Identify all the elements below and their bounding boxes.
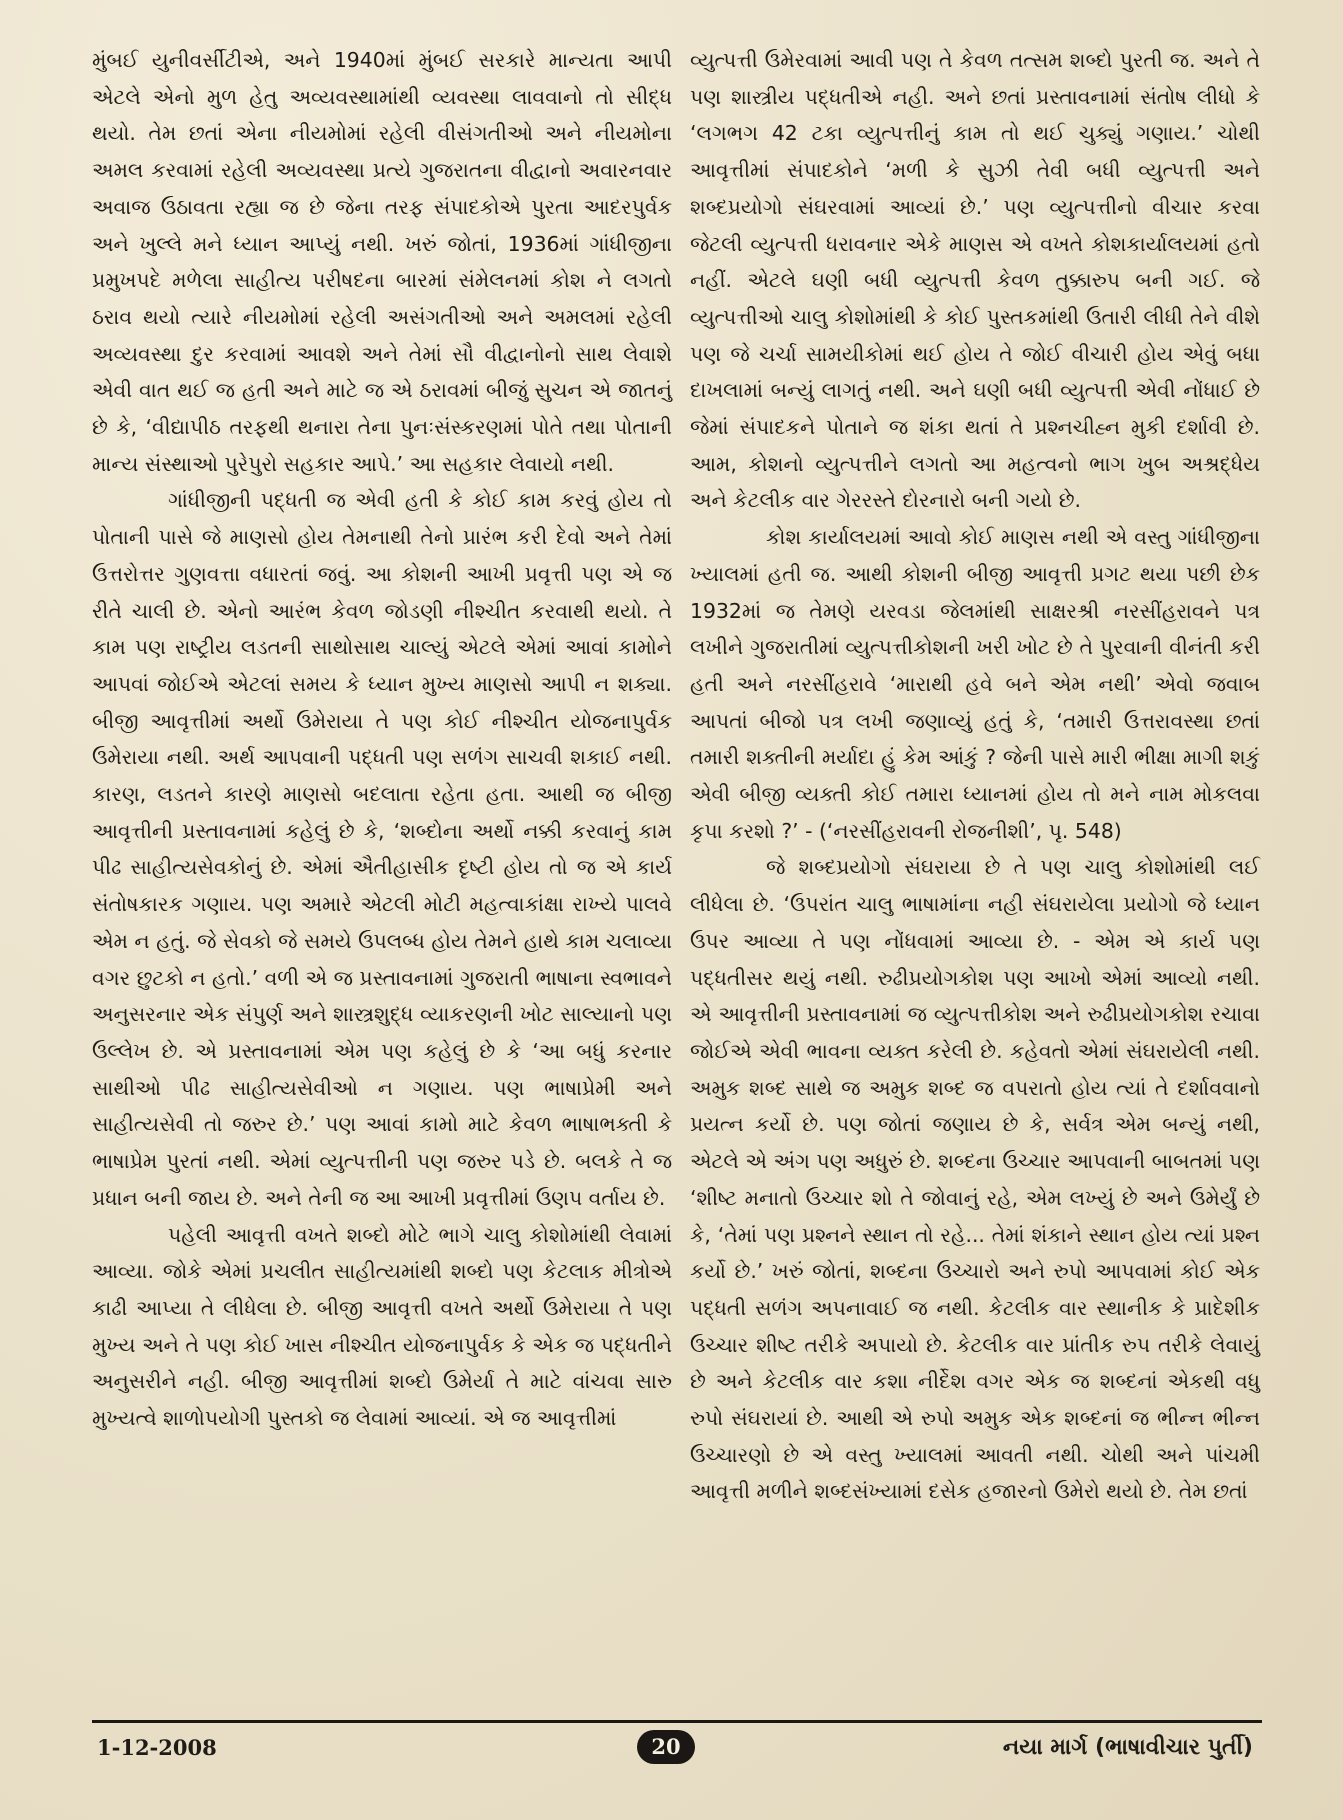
- paragraph: પહેલી આવૃત્તી વખતે શબ્દો મોટે ભાગે ચાલુ કોશોમાંથી લેવામાં આવ્યા. જોકે એમાં પ્રચલીત સાહીત્યમાંથી શબ્દો પણ કેટલાક મીત્રોએ કાઢી આપ્યા તે લીધેલા છે. બીજી આવૃત્તી વખતે અર્થો ઉમેરાયા તે પણ મુખ્ય અને તે પણ કોઈ ખાસ નીશ્ચીત યોજનાપુર્વક કે એક જ પદ્ધતીને અનુસરીને નહી. બીજી આવૃત્તીમાં શબ્દો ઉમેર્યા તે માટે વાંચવા સારુ મુખ્યત્વે શાળોપયોગી પુસ્તકો જ લેવામાં આવ્યાં. એ જ આવૃત્તીમાં: [92, 1222, 672, 1431]
- publication-title: નયા માર્ગ (ભાષાવીચાર પુર્તી): [1002, 1735, 1253, 1760]
- paragraph: મુંબઈ યુનીવર્સીટીએ, અને 1940માં મુંબઈ સરકારે માન્યતા આપી એટલે એનો મુળ હેતુ અવ્યવસ્થામાંથી વ્યવસ્થા લાવવાનો તો સીદ્ધ થયો. તેમ છતાં એના નીયમોમાં રહેલી વીસંગતીઓ અને નીયમોના અમલ કરવામાં રહેલી અવ્યવસ્થા પ્રત્યે ગુજરાતના વીદ્વાનો અવારનવાર અવાજ ઉઠાવતા રહ્યા જ છે જેના તરફ સંપાદકોએ પુરતા આદરપુર્વક અને ખુલ્લે મને ધ્યાન આપ્યું નથી. ખરું જોતાં, 1936માં ગાંધીજીના પ્રમુખપદે મળેલા સાહીત્ય પરીષદના બારમાં સંમેલનમાં કોશ ને લગતો ઠરાવ થયો ત્યારે નીયમોમાં રહેલી અસંગતીઓ અને અમલમાં રહેલી અવ્યવસ્થા દુર કરવામાં આવશે અને તેમાં સૌ વીદ્વાનોનો સાથ લેવાશે એવી વાત થઈ જ હતી અને માટે જ એ ઠરાવમાં બીજું સુચન એ જાતનું છે કે, ‘વીદ્યાપીઠ તરફથી થનારા તેના પુનઃસંસ્કરણમાં પોતે તથા પોતાની માન્ય સંસ્થાઓ પુરેપુરો સહકાર આપે.’ આ સહકાર લેવાયો નથી.: [92, 48, 672, 476]
- paragraph: વ્યુત્પત્તી ઉમેરવામાં આવી પણ તે કેવળ તત્સમ શબ્દો પુરતી જ. અને તે પણ શાસ્ત્રીય પદ્ધતીએ નહી. અને છતાં પ્રસ્તાવનામાં સંતોષ લીધો કે ‘લગભગ 42 ટકા વ્યુત્પત્તીનું કામ તો થઈ ચુક્યું ગણાય.’ ચોથી આવૃત્તીમાં સંપાદકોને ‘મળી કે સુઝી તેવી બધી વ્યુત્પત્તી અને શબ્દપ્રયોગો સંઘરવામાં આવ્યાં છે.’ પણ વ્યુત્પત્તીનો વીચાર કરવા જેટલી વ્યુત્પત્તી ધરાવનાર એકે માણસ એ વખતે કોશકાર્યાલયમાં હતો નહીં. એટલે ઘણી બધી વ્યુત્પત્તી કેવળ તુક્કારુપ બની ગઈ. જે વ્યુત્પત્તીઓ ચાલુ કોશોમાંથી કે કોઈ પુસ્તકમાંથી ઉતારી લીધી તેને વીશે પણ જે ચર્ચા સામયીકોમાં થઈ હોય તે જોઈ વીચારી હોય એવું બધા દાખલામાં બન્યું લાગતું નથી. અને ઘણી બધી વ્યુત્પત્તી એવી નોંધાઈ છે જેમાં સંપાદકને પોતાને જ શંકા થતાં તે પ્રશ્નચીહ્ન મુકી દર્શાવી છે. આમ, કોશનો વ્યુત્પત્તીને લગતો આ મહત્વનો ભાગ ખુબ અશ્રદ્ધેય અને કેટલીક વાર ગેરરસ્તે દોરનારો બની ગયો છે.: [690, 48, 1260, 513]
- paragraph: જે શબ્દપ્રયોગો સંઘરાયા છે તે પણ ચાલુ કોશોમાંથી લઈ લીધેલા છે. ‘ઉપરાંત ચાલુ ભાષામાંના નહી સંઘરાયેલા પ્રયોગો જે ધ્યાન ઉપર આવ્યા તે પણ નોંધવામાં આવ્યા છે. - એમ એ કાર્ય પણ પદ્ધતીસર થયું નથી. રુઢીપ્રયોગકોશ પણ આખો એમાં આવ્યો નથી. એ આવૃત્તીની પ્રસ્તાવનામાં જ વ્યુત્પત્તીકોશ અને રુઢીપ્રયોગકોશ રચાવા જોઈએ એવી ભાવના વ્યક્ત કરેલી છે. કહેવતો એમાં સંઘરાયેલી નથી. અમુક શબ્દ સાથે જ અમુક શબ્દ જ વપરાતો હોય ત્યાં તે દર્શાવવાનો પ્રયત્ન કર્યો છે. પણ જોતાં જણાય છે કે, સર્વત્ર એમ બન્યું નથી, એટલે એ અંગ પણ અધુરું છે. શબ્દના ઉચ્ચાર આપવાની બાબતમાં પણ ‘શીષ્ટ મનાતો ઉચ્ચાર શો તે જોવાનું રહે, એમ લખ્યું છે અને ઉમેર્યું છે કે, ‘તેમાં પણ પ્રશ્નને સ્થાન તો રહે... તેમાં શંકાને સ્થાન હોય ત્યાં પ્રશ્ન કર્યો છે.’ ખરું જોતાં, શબ્દના ઉચ્ચારો અને રુપો આપવામાં કોઈ એક પદ્ધતી સળંગ અપનાવાઈ જ નથી. કેટલીક વાર સ્થાનીક કે પ્રાદેશીક ઉચ્ચાર શીષ્ટ તરીકે અપાયો છે. કેટલીક વાર પ્રાંતીક રુપ તરીકે લેવાયું છે અને કેટલીક વાર કશા નીર્દેશ વગર એક જ શબ્દનાં એકથી વધુ રુપો સંઘરાયાં છે. આથી એ રુપો અમુક એક શબ્દનાં જ ભીન્ન ભીન્ન ઉચ્ચારણો છે એ વસ્તુ ખ્યાલમાં આવતી નથી. ચોથી અને પાંચમી આવૃત્તી મળીને શબ્દસંખ્યામાં દસેક હજારનો ઉમેરો થયો છે. તેમ છતાં: [690, 855, 1260, 1504]
- footer-rule: [92, 1720, 1262, 1723]
- left-column: [92, 42, 672, 1437]
- right-column: [690, 42, 1260, 1510]
- issue-date: 1-12-2008: [97, 1735, 217, 1760]
- paragraph: ગાંધીજીની પદ્ધતી જ એવી હતી કે કોઈ કામ કરવું હોય તો પોતાની પાસે જે માણસો હોય તેમનાથી તેનો પ્રારંભ કરી દેવો અને તેમાં ઉત્તરોત્તર ગુણવત્તા વધારતાં જવું. આ કોશની આખી પ્રવૃત્તી પણ એ જ રીતે ચાલી છે. એનો આરંભ કેવળ જોડણી નીશ્ચીત કરવાથી થયો. તે કામ પણ રાષ્ટ્રીય લડતની સાથોસાથ ચાલ્યું એટલે એમાં આવાં કામોને આપવાં જોઈએ એટલાં સમય કે ધ્યાન મુખ્ય માણસો આપી ન શક્યા. બીજી આવૃત્તીમાં અર્થો ઉમેરાયા તે પણ કોઈ નીશ્ચીત યોજનાપુર્વક ઉમેરાયા નથી. અર્થ આપવાની પદ્ધતી પણ સળંગ સાચવી શકાઈ નથી. કારણ, લડતને કારણે માણસો બદલાતા રહેતા હતા. આથી જ બીજી આવૃત્તીની પ્રસ્તાવનામાં કહેલું છે કે, ‘શબ્દોના અર્થો નક્કી કરવાનું કામ પીઢ સાહીત્યસેવકોનું છે. એમાં ઐતીહાસીક દૃષ્ટી હોય તો જ એ કાર્ય સંતોષકારક ગણાય. પણ અમારે એટલી મોટી મહત્વાકાંક્ષા રાખ્યે પાલવે એમ ન હતું. જે સેવકો જે સમયે ઉપલબ્ધ હોય તેમને હાથે કામ ચલાવ્યા વગર છુટકો ન હતો.’ વળી એ જ પ્રસ્તાવનામાં ગુજરાતી ભાષાના સ્વભાવને અનુસરનાર એક સંપુર્ણ અને શાસ્ત્રશુદ્ધ વ્યાકરણની ખોટ સાલ્યાનો પણ ઉલ્લેખ છે. એ પ્રસ્તાવનામાં એમ પણ કહેલું છે કે ‘આ બધું કરનાર સાથીઓ પીઢ સાહીત્યસેવીઓ ન ગણાય. પણ ભાષાપ્રેમી અને સાહીત્યસેવી તો જરુર છે.’ પણ આવાં કામો માટે કેવળ ભાષાભક્તી કે ભાષાપ્રેમ પુરતાં નથી. એમાં વ્યુત્પત્તીની પણ જરુર પડે છે. બલકે તે જ પ્રધાન બની જાય છે. અને તેની જ આ આખી પ્રવૃત્તીમાં ઉણપ વર્તાય છે.: [92, 488, 672, 1210]
- page-footer: [0, 1727, 1343, 1787]
- page-number-badge: 20: [637, 1730, 695, 1764]
- paragraph: કોશ કાર્યાલયમાં આવો કોઈ માણસ નથી એ વસ્તુ ગાંધીજીના ખ્યાલમાં હતી જ. આથી કોશની બીજી આવૃત્તી પ્રગટ થયા પછી છેક 1932માં જ તેમણે યરવડા જેલમાંથી સાક્ષરશ્રી નરસીંહરાવને પત્ર લખીને ગુજરાતીમાં વ્યુત્પત્તીકોશની ખરી ખોટ છે તે પુરવાની વીનંતી કરી હતી અને નરસીંહરાવે ‘મારાથી હવે બને એમ નથી’ એવો જવાબ આપતાં બીજો પત્ર લખી જણાવ્યું હતું કે, ‘તમારી ઉત્તરાવસ્થા છતાં તમારી શક્તીની મર્યાદા હું કેમ આંકું ? જેની પાસે મારી ભીક્ષા માગી શકું એવી બીજી વ્યક્તી કોઈ તમારા ધ્યાનમાં હોય તો મને નામ મોકલવા કૃપા કરશો ?’ - (‘નરસીંહરાવની રોજનીશી’, પૃ. 548): [690, 525, 1260, 843]
